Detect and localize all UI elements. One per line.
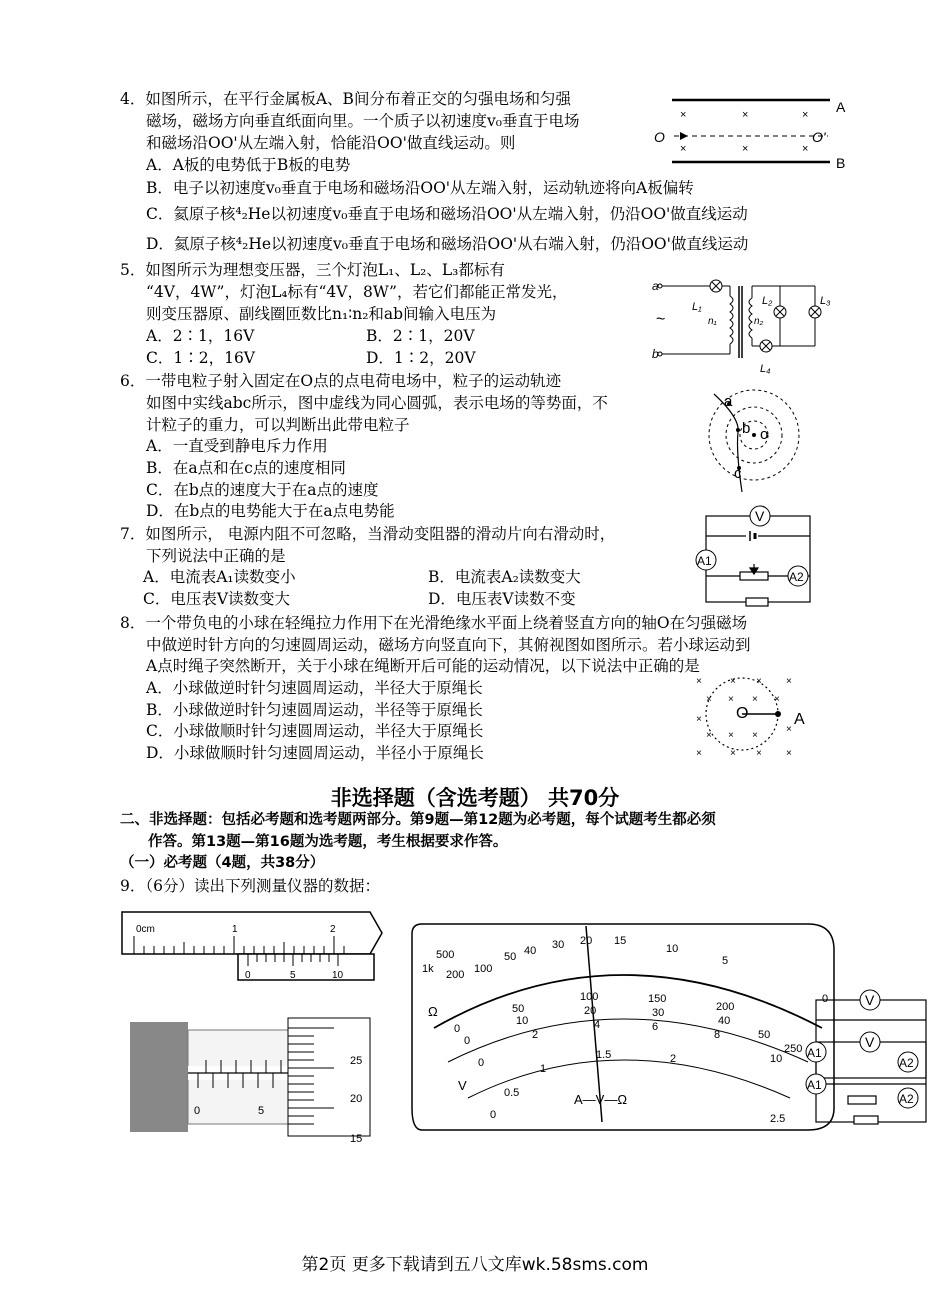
q6-stem: 如图中实线abc所示，图中虚线为同心圆弧，表示电场的等势面，不 [146,394,608,412]
dc-scale-low-label: 8 [714,1029,721,1041]
q7-stem: 下列说法中正确的是 [146,547,286,565]
dc-scale-top-label: 250 [784,1043,803,1055]
overlap-ammeter-label: A2 [899,1056,914,1070]
q7-option-a: A．电流表A₁读数变小 [143,568,296,586]
q6-option-c: C．在b点的速度大于在a点的速度 [146,481,379,499]
q7-option-c: C．电压表V读数变大 [143,590,291,608]
ohm-symbol: Ω [428,1004,438,1019]
svg-text:×: × [680,143,687,155]
q5-option-d: D．1∶2，20V [366,349,476,367]
dc-scale-mid-label: 50 [758,1029,771,1041]
ohm-scale-label: 5 [722,955,729,967]
svg-text:×: × [802,143,809,155]
svg-text:×: × [680,109,687,121]
q7-voltmeter-label: V [755,508,765,524]
q4-option-c: C．氦原子核⁴₂He以初速度v₀垂直于电场和磁场沿OO'从左端入射，仍沿OO'做直线运动 [146,205,748,223]
page-footer: 第2页 更多下载请到五八文库wk.58sms.com [301,1255,649,1275]
q7-stem: 7．如图所示， 电源内阻不可忽略，当滑动变阻器的滑动片向右滑动时， [120,525,616,543]
svg-text:×: × [786,676,792,687]
q4-stem: 磁场，磁场方向垂直纸面向里。一个质子以初速度v₀垂直于电场 [146,112,580,130]
q5-option-c: C．1∶2，16V [146,349,255,367]
q5-option-b: B．2∶1，20V [366,327,475,345]
ac-scale-label: 0 [490,1109,497,1121]
svg-text:×: × [730,676,736,687]
q6-equipotential-diagram [692,380,807,495]
q7-option-d: D．电压表V读数不变 [428,590,576,608]
overlap-ammeter-label: A2 [899,1092,914,1106]
dc-scale-top-label: 50 [512,1003,525,1015]
overlap-voltmeter-label: V [865,1034,875,1050]
caliper-vernier-label: 0 [245,970,251,981]
q8-magnetic-field-diagram [690,672,815,762]
q8-label-a: A [794,711,805,728]
q4-option-b: B．电子以初速度v₀垂直于电场和磁场沿OO'从左端入射，运动轨迹将向A板偏转 [146,179,694,197]
q7-circuit-diagram [694,504,824,614]
q5-option-a: A．2∶1，16V [146,327,255,345]
q5-label-n1: n₁ [708,316,717,327]
q5-label-a: a [652,279,659,293]
q6-stem: 计粒子的重力，可以判断出此带电粒子 [146,416,410,434]
q6-label-o: o [760,426,769,443]
dc-scale-mid-label: 40 [718,1015,731,1027]
q6-option-a: A．一直受到静电斥力作用 [146,437,328,455]
q4-stem: 和磁场沿OO'从左端入射，恰能沿OO'做直线运动。则 [146,134,516,152]
q4-label-b: B [836,155,846,171]
section-instructions: 二、非选择题：包括必考题和选考题两部分。第9题—第12题为必考题，每个试题考生都必须 [120,812,716,828]
q4-label-o: O [654,129,665,145]
svg-text:×: × [774,694,780,705]
section-subheading: （一）必考题（4题，共38分） [120,855,325,871]
ohm-scale-label: 20 [580,935,593,947]
q8-stem: 中做逆时针方向的匀速圆周运动，磁场方向竖直向下，其俯视图如图所示。若小球运动到 [146,636,751,654]
dc-scale-low-label: 2 [532,1029,539,1041]
q8-stem: A点时绳子突然断开，关于小球在绳断开后可能的运动情况，以下说法中正确的是 [146,657,700,675]
dc-scale-low-label: 10 [770,1053,783,1065]
dc-scale-mid-label: 20 [584,1005,597,1017]
q4-label-o-prime: O' [812,129,826,145]
q5-label-l1: L₁ [692,301,702,313]
q4-option-d: D．氦原子核⁴₂He以初速度v₀垂直于电场和磁场沿OO'从右端入射，仍沿OO'做直线运动 [146,235,749,253]
caliper-main-label: 2 [330,924,336,935]
svg-text:×: × [802,109,809,121]
overlap-ammeter-label: A1 [807,1078,822,1092]
ohm-scale-label: 200 [446,969,465,981]
micrometer-thimble-label: 20 [350,1093,363,1105]
svg-text:×: × [756,676,762,687]
q5-label-n2: n₂ [754,316,764,327]
dc-scale-top-label: 0 [454,1023,461,1035]
svg-text:×: × [786,724,792,735]
micrometer-sleeve-label: 0 [194,1105,201,1117]
q4-stem: 4．如图所示，在平行金属板A、B间分布着正交的匀强电场和匀强 [120,90,571,108]
dc-scale-top-label: 150 [648,993,667,1005]
micrometer-figure [128,1018,378,1145]
svg-text:×: × [728,730,734,741]
ohm-scale-label: 10 [666,943,679,955]
ohm-scale-label: 15 [614,935,627,947]
ohm-scale-label: 500 [436,949,455,961]
q8-option-c: C．小球做顺时针匀速圆周运动，半径大于原绳长 [146,722,484,740]
q5-stem: 则变压器原、副线圈匝数比n₁∶n₂和ab间输入电压为 [146,305,497,323]
svg-text:×: × [728,694,734,705]
svg-text:×: × [742,143,749,155]
q6-label-a: a [724,393,733,410]
caliper-main-label: 0cm [136,924,155,935]
dc-scale-top-label: 200 [716,1001,735,1013]
q8-option-a: A．小球做逆时针匀速圆周运动，半径大于原绳长 [146,679,483,697]
dc-scale-low-label: 0 [478,1057,485,1069]
q8-option-d: D．小球做顺时针匀速圆周运动，半径小于原绳长 [146,744,484,762]
q4-plates-diagram [650,88,855,174]
ac-scale-label: 2 [670,1053,677,1065]
q8-label-o: O [736,705,749,722]
svg-text:×: × [730,748,736,759]
svg-text:×: × [696,714,702,725]
ohm-scale-label: 30 [552,939,565,951]
meter-mode-label: A—V—Ω [574,1092,628,1107]
q4-option-a: A．A板的电势低于B板的电势 [146,156,351,174]
dc-scale-low-label: 6 [652,1021,659,1033]
q5-label-l2: L₂ [762,295,773,307]
q5-stem: “4V，4W”，灯泡L₄标有“4V，8W”，若它们都能正常发光， [146,283,568,301]
q8-stem: 8．一个带负电的小球在轻绳拉力作用下在光滑绝缘水平面上绕着竖直方向的轴O在匀强磁场 [120,614,748,632]
vernier-caliper-figure [120,908,390,988]
section-title: 非选择题（含选考题） 共70分 [330,786,620,810]
svg-text:×: × [752,730,758,741]
q4-label-a: A [836,99,846,115]
svg-text:×: × [696,676,702,687]
dc-scale-mid-label: 0 [464,1035,471,1047]
ohm-scale-label: 0 [822,993,829,1005]
q7-ammeter2-label: A2 [789,570,804,584]
svg-text:×: × [752,694,758,705]
overlap-voltmeter-label: V [865,992,875,1008]
ohm-scale-label: 50 [504,951,517,963]
q5-ac-source-symbol: ~ [656,311,666,328]
svg-text:×: × [786,748,792,759]
q7-option-b: B．电流表A₂读数变大 [428,568,581,586]
dc-scale-low-label: 4 [594,1019,601,1031]
svg-text:×: × [696,748,702,759]
q6-label-c: c [734,465,742,482]
q6-label-b: b [742,420,751,437]
q5-label-l4: L₄ [760,363,771,375]
q5-transformer-diagram [650,268,835,380]
dc-scale-mid-label: 30 [652,1007,665,1019]
q7-ammeter1-label: A1 [697,554,712,568]
ac-scale-label: 1.5 [596,1049,612,1061]
caliper-vernier-label: 10 [332,970,344,981]
caliper-vernier-label: 5 [290,970,296,981]
ohm-scale-label: 40 [524,945,537,957]
q6-stem: 6．一带电粒子射入固定在O点的点电荷电场中，粒子的运动轨迹 [120,372,562,390]
micrometer-sleeve-label: 5 [258,1105,265,1117]
volt-symbol: V [458,1078,467,1093]
ac-scale-label: 1 [540,1063,547,1075]
ac-scale-label: 2.5 [770,1113,786,1125]
q6-option-b: B．在a点和在c点的速度相同 [146,459,346,477]
overlap-circuit-figure [804,988,944,1128]
dc-scale-mid-label: 10 [516,1015,529,1027]
svg-text:×: × [742,109,749,121]
section-instructions: 作答。第13题—第16题为选考题，考生根据要求作答。 [148,834,508,850]
svg-text:×: × [706,694,712,705]
dc-scale-top-label: 100 [580,991,599,1003]
q9-stem: 9．（6分）读出下列测量仪器的数据： [120,877,380,895]
ohm-scale-label: 1k [422,963,434,975]
q5-stem: 5．如图所示为理想变压器，三个灯泡L₁、L₂、L₃都标有 [120,261,505,279]
caliper-main-label: 1 [232,924,238,935]
q5-label-b: b [652,347,659,361]
q6-option-d: D．在b点的电势能大于在a点电势能 [146,502,395,520]
overlap-ammeter-label: A1 [807,1046,822,1060]
q8-option-b: B．小球做逆时针匀速圆周运动，半径等于原绳长 [146,701,483,719]
multimeter-dial-figure [408,920,838,1132]
svg-text:×: × [706,730,712,741]
ac-scale-label: 0.5 [504,1087,520,1099]
ohm-scale-label: 100 [474,963,493,975]
svg-text:×: × [756,748,762,759]
micrometer-thimble-label: 15 [350,1133,363,1145]
q5-label-l3: L₃ [820,295,831,307]
micrometer-thimble-label: 25 [350,1055,363,1067]
